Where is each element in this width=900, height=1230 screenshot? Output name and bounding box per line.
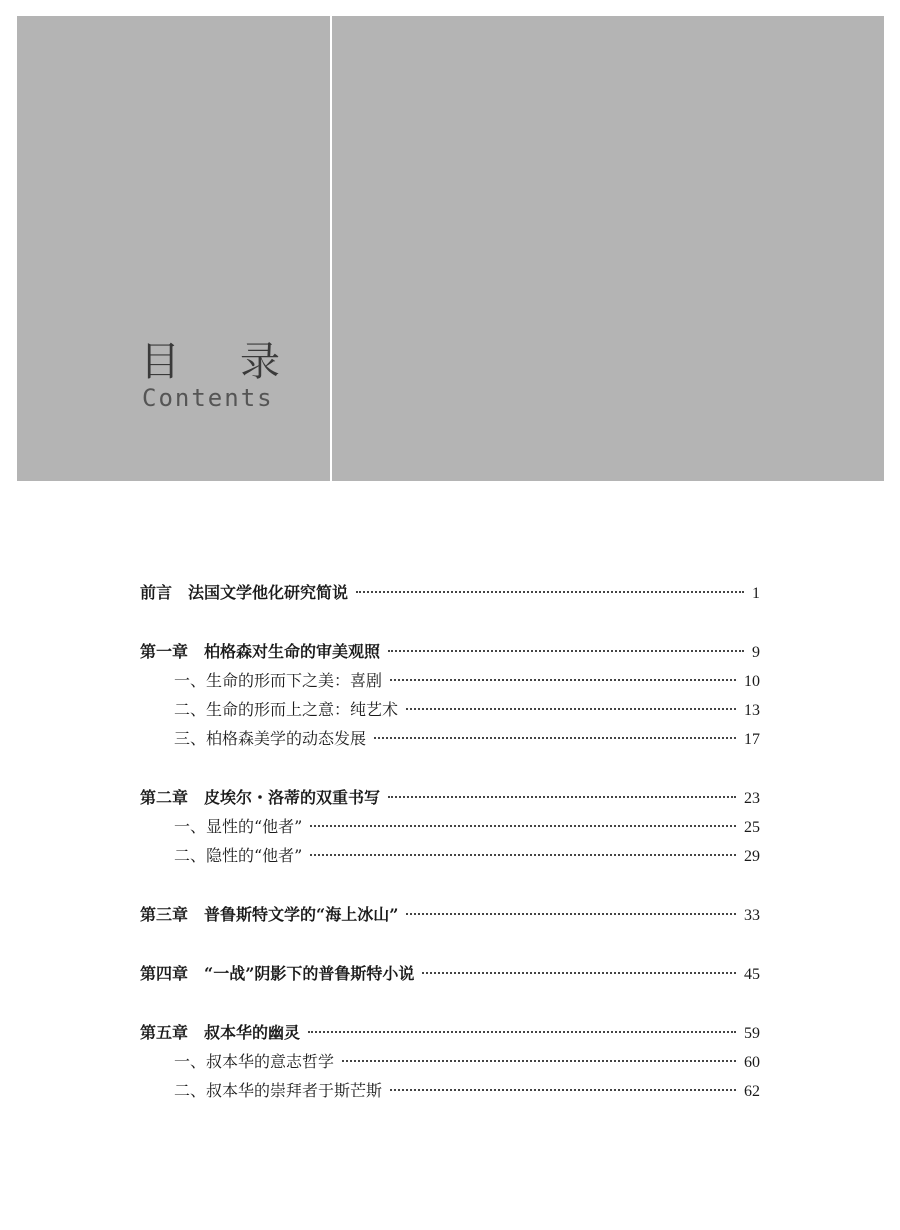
entry-title: 柏格森对生命的审美观照 bbox=[204, 642, 381, 661]
toc-entry-section[interactable] bbox=[140, 812, 760, 841]
page-number: 1 bbox=[752, 585, 760, 602]
toc-entry-chapter-5[interactable] bbox=[140, 1018, 760, 1047]
page-number: 9 bbox=[752, 644, 760, 661]
toc-entry-section[interactable] bbox=[140, 841, 760, 870]
entry-number: 第五章 bbox=[140, 1023, 189, 1042]
banner-divider bbox=[330, 16, 332, 481]
toc-entry-preface[interactable] bbox=[140, 578, 760, 607]
leader-dots bbox=[388, 650, 744, 652]
leader-dots bbox=[406, 708, 736, 710]
entry-title: 一、显性的“他者” bbox=[174, 817, 303, 836]
page-title bbox=[140, 330, 280, 387]
table-of-contents bbox=[140, 578, 760, 1105]
entry-number: 第四章 bbox=[140, 964, 189, 983]
page-subtitle: Contents bbox=[142, 384, 274, 412]
toc-entry-chapter-1[interactable] bbox=[140, 637, 760, 666]
entry-title: 三、柏格森美学的动态发展 bbox=[174, 729, 367, 748]
leader-dots bbox=[390, 1089, 736, 1091]
title-char-2: 录 bbox=[240, 339, 280, 385]
leader-dots bbox=[374, 737, 736, 739]
leader-dots bbox=[310, 825, 736, 827]
page-number: 23 bbox=[744, 790, 760, 807]
toc-entry-section[interactable] bbox=[140, 666, 760, 695]
leader-dots bbox=[342, 1060, 736, 1062]
entry-title: 一、生命的形而下之美：喜剧 bbox=[174, 671, 383, 690]
entry-title: 一、叔本华的意志哲学 bbox=[174, 1052, 335, 1071]
page-number: 29 bbox=[744, 848, 760, 865]
leader-dots bbox=[308, 1031, 736, 1033]
leader-dots bbox=[388, 796, 736, 798]
toc-entry-section[interactable] bbox=[140, 1076, 760, 1105]
toc-entry-section[interactable] bbox=[140, 1047, 760, 1076]
leader-dots bbox=[422, 972, 736, 974]
page-number: 59 bbox=[744, 1025, 760, 1042]
leader-dots bbox=[406, 913, 736, 915]
page-number: 17 bbox=[744, 731, 760, 748]
entry-number: 前言 bbox=[140, 583, 173, 602]
leader-dots bbox=[310, 854, 736, 856]
toc-entry-section[interactable] bbox=[140, 724, 760, 753]
page-number: 60 bbox=[744, 1054, 760, 1071]
entry-title: 二、生命的形而上之意：纯艺术 bbox=[174, 700, 399, 719]
entry-title: 法国文学他化研究简说 bbox=[188, 583, 349, 602]
entry-number: 第一章 bbox=[140, 642, 189, 661]
toc-entry-chapter-4[interactable] bbox=[140, 959, 760, 988]
toc-entry-section[interactable] bbox=[140, 695, 760, 724]
toc-entry-chapter-2[interactable] bbox=[140, 783, 760, 812]
page-number: 13 bbox=[744, 702, 760, 719]
page-number: 45 bbox=[744, 966, 760, 983]
entry-title: 皮埃尔・洛蒂的双重书写 bbox=[204, 788, 381, 807]
entry-number: 第三章 bbox=[140, 905, 189, 924]
page-number: 62 bbox=[744, 1083, 760, 1100]
leader-dots bbox=[390, 679, 736, 681]
toc-entry-chapter-3[interactable] bbox=[140, 900, 760, 929]
entry-number: 第二章 bbox=[140, 788, 189, 807]
page-number: 33 bbox=[744, 907, 760, 924]
entry-title: 叔本华的幽灵 bbox=[204, 1023, 301, 1042]
leader-dots bbox=[356, 591, 744, 593]
entry-title: 普鲁斯特文学的“海上冰山” bbox=[204, 905, 399, 924]
entry-title: 二、隐性的“他者” bbox=[174, 846, 303, 865]
entry-title: 二、叔本华的崇拜者于斯芒斯 bbox=[174, 1081, 383, 1100]
title-char-1: 目 bbox=[140, 339, 180, 385]
page-number: 25 bbox=[744, 819, 760, 836]
entry-title: “一战”阴影下的普鲁斯特小说 bbox=[204, 964, 415, 983]
page-number: 10 bbox=[744, 673, 760, 690]
